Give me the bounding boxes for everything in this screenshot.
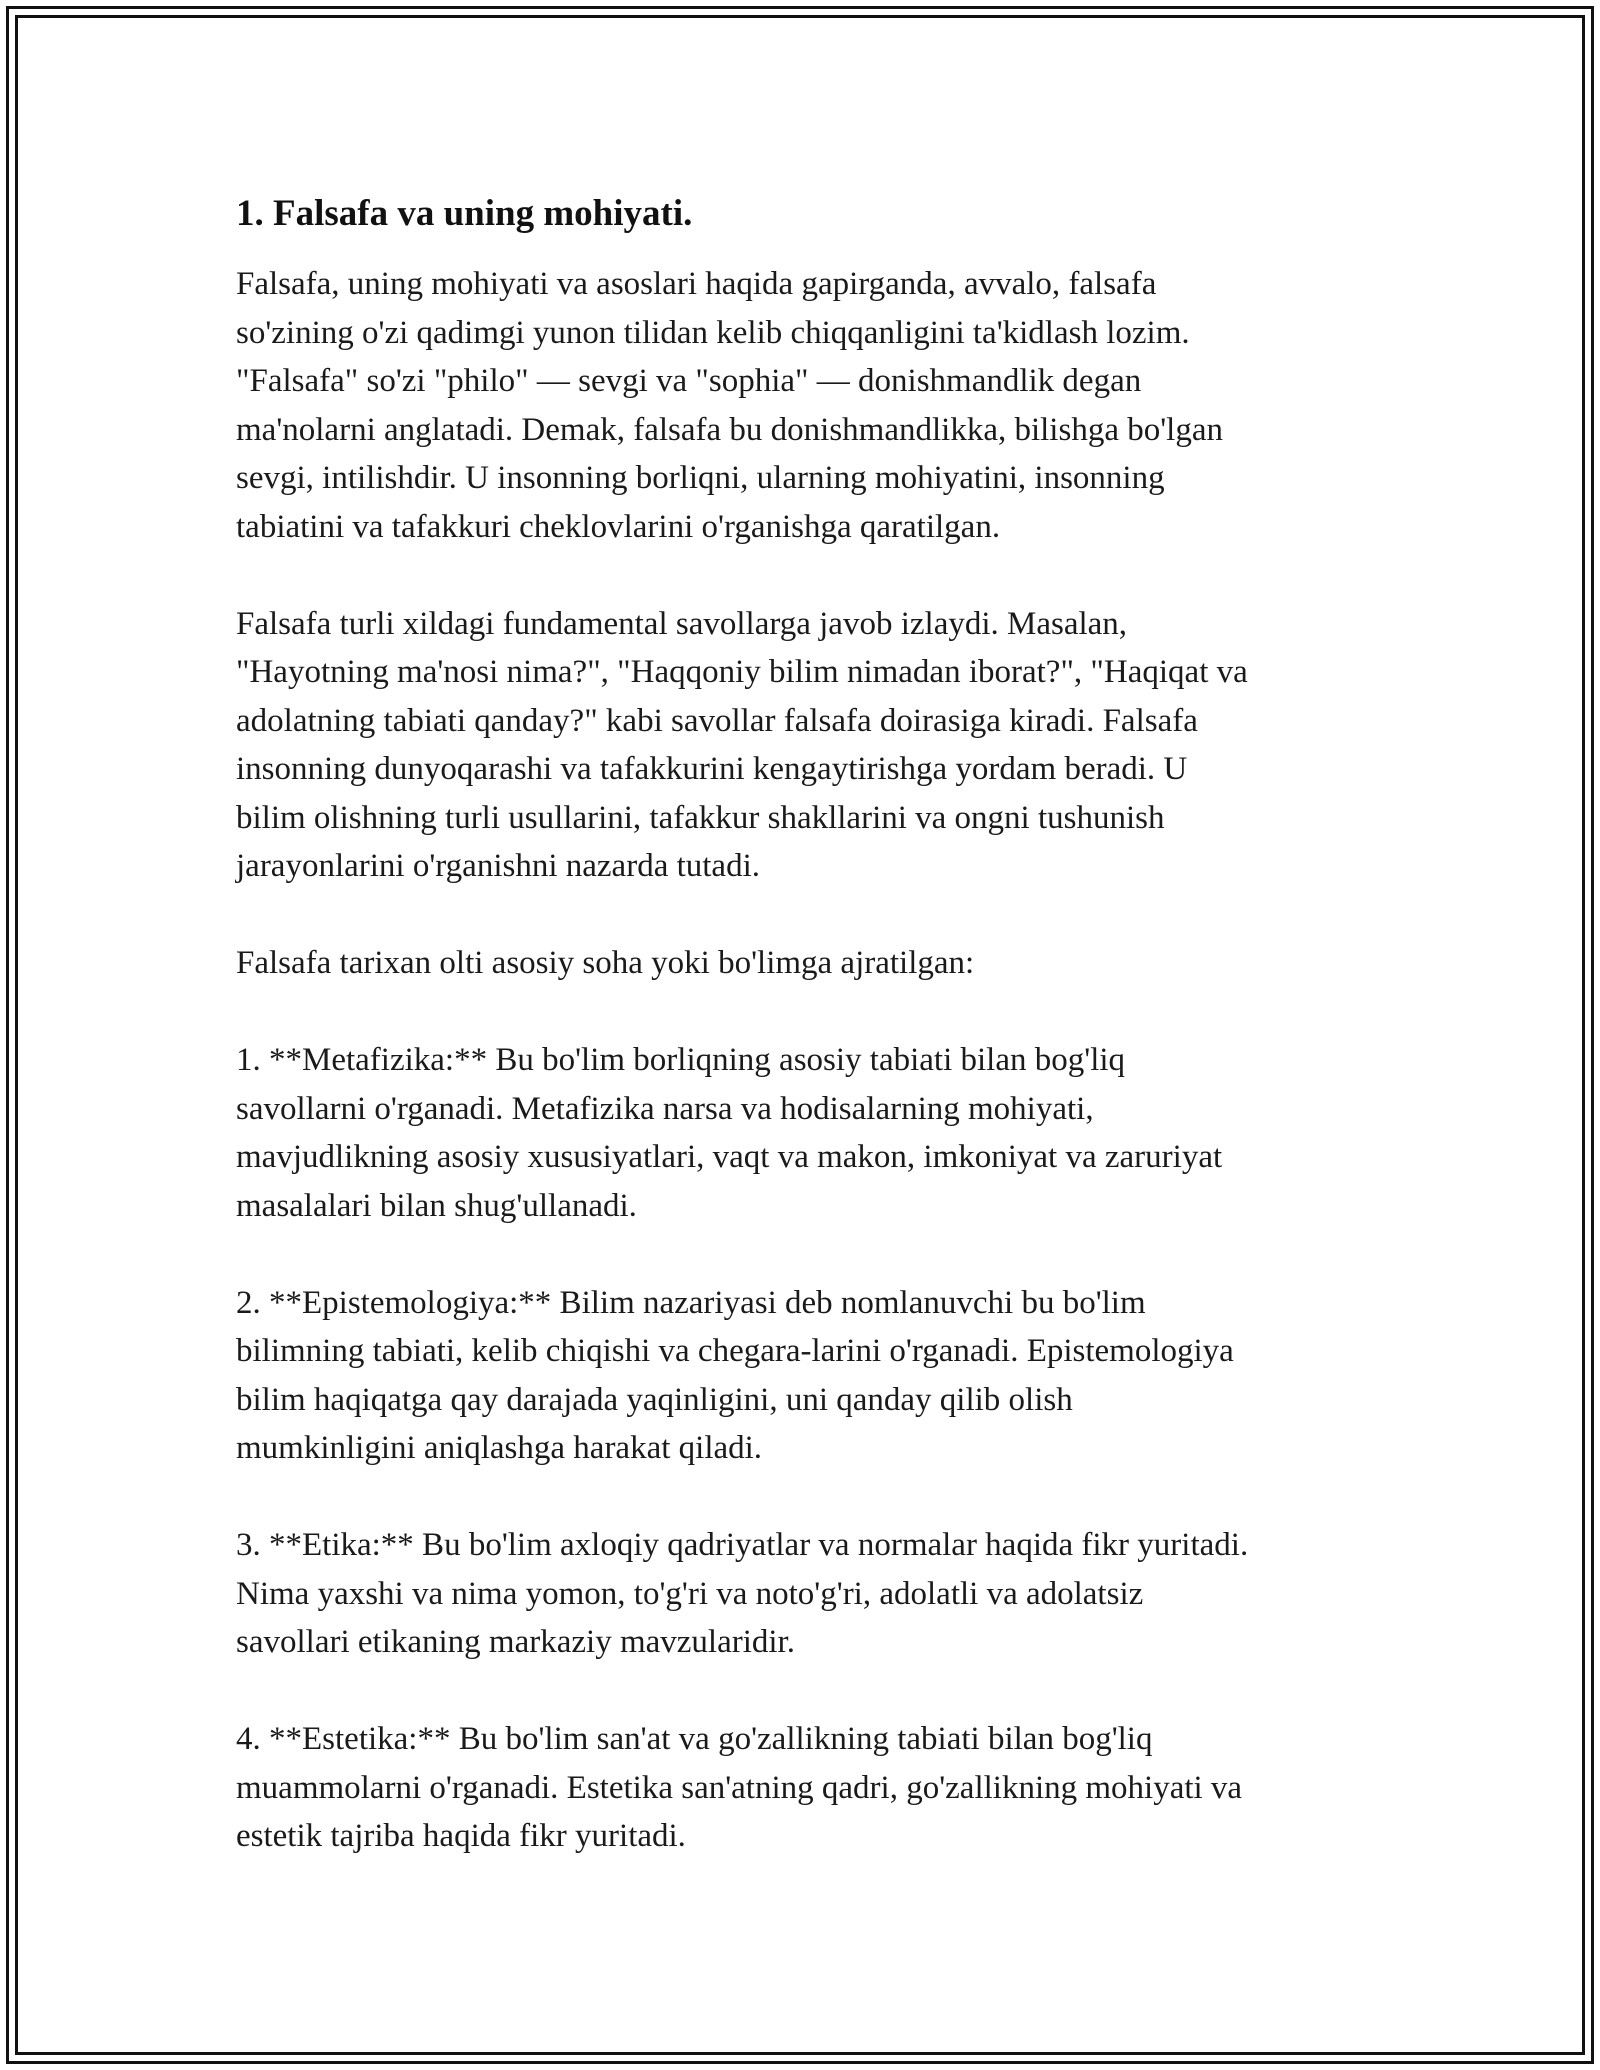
paragraph-branches-intro: [236, 939, 1386, 988]
paragraph-intro: [236, 260, 1386, 551]
text-line: mavjudlikning asosiy xususiyatlari, vaqt va makon, imkoniyat va zaruriyat: [236, 1139, 1223, 1175]
text-line: masalalari bilan shug'ullanadi.: [236, 1187, 637, 1224]
text-line: mumkinligini aniqlashga harakat qiladi.: [236, 1430, 763, 1466]
paragraph-etika: [236, 1521, 1386, 1667]
document-title: 1. Falsafa va uning mohiyati.: [236, 193, 693, 234]
text-line: so'zining o'zi qadimgi yunon tilidan kelib chiqqanligini ta'kidlash lozim.: [236, 314, 1190, 351]
text-line: bilim haqiqatga qay darajada yaqinligini, uni qanday qilib olish: [236, 1381, 1073, 1418]
text-line: bilim olishning turli usullarini, tafakkur shakllarini va ongni tushunish: [236, 799, 1165, 836]
text-line: savollari etikaning markaziy mavzularidir.: [236, 1624, 795, 1660]
text-line: sevgi, intilishdir. U insonning borliqni, ularning mohiyatini, insonning: [236, 460, 1165, 496]
text-line: muammolarni o'rganadi. Estetika san'atning qadri, go'zallikning mohiyati va: [236, 1769, 1243, 1806]
text-line: 1. **Metafizika:** Bu bo'lim borliqning asosiy tabiati bilan bog'liq: [236, 1042, 1126, 1078]
text-line: Nima yaxshi va nima yomon, to'g'ri va noto'g'ri, adolatli va adolatsiz: [236, 1575, 1144, 1612]
text-line: "Hayotning ma'nosi nima?", "Haqqoniy bilim nimadan iborat?", "Haqiqat va: [236, 654, 1248, 690]
text-line: savollarni o'rganadi. Metafizika narsa va hodisalarning mohiyati,: [236, 1090, 1094, 1127]
text-line: Falsafa, uning mohiyati va asoslari haqida gapirganda, avvalo, falsafa: [236, 266, 1157, 302]
text-line: "Falsafa" so'zi "philo" — sevgi va "sophia" — donishmandlik degan: [236, 363, 1142, 399]
text-line: estetik tajriba haqida fikr yuritadi.: [236, 1818, 686, 1854]
paragraph-questions: [236, 600, 1386, 891]
paragraph-epistemologiya: [236, 1279, 1386, 1473]
text-line: bilimning tabiati, kelib chiqishi va chegara-larini o'rganadi. Epistemologiya: [236, 1333, 1234, 1369]
text-line: jarayonlarini o'rganishni nazarda tutadi.: [236, 848, 760, 884]
paragraph-estetika: [236, 1715, 1386, 1861]
text-line: ma'nolarni anglatadi. Demak, falsafa bu donishmandlikka, bilishga bo'lgan: [236, 411, 1223, 448]
paragraph-metafizika: [236, 1036, 1386, 1230]
document-body: [236, 188, 1386, 1909]
text-line: Falsafa tarixan olti asosiy soha yoki bo'limga ajratilgan:: [236, 945, 975, 981]
text-line: adolatning tabiati qanday?" kabi savollar falsafa doirasiga kiradi. Falsafa: [236, 702, 1198, 739]
text-line: 2. **Epistemologiya:** Bilim nazariyasi deb nomlanuvchi bu bo'lim: [236, 1284, 1146, 1321]
text-line: 3. **Etika:** Bu bo'lim axloqiy qadriyatlar va normalar haqida fikr yuritadi.: [236, 1527, 1249, 1563]
text-line: Falsafa turli xildagi fundamental savollarga javob izlaydi. Masalan,: [236, 605, 1128, 642]
text-line: tabiatini va tafakkuri cheklovlarini o'rganishga qaratilgan.: [236, 508, 1001, 545]
text-line: 4. **Estetika:** Bu bo'lim san'at va go'zallikning tabiati bilan bog'liq: [236, 1721, 1153, 1757]
text-line: insonning dunyoqarashi va tafakkurini kengaytirishga yordam beradi. U: [236, 751, 1188, 787]
